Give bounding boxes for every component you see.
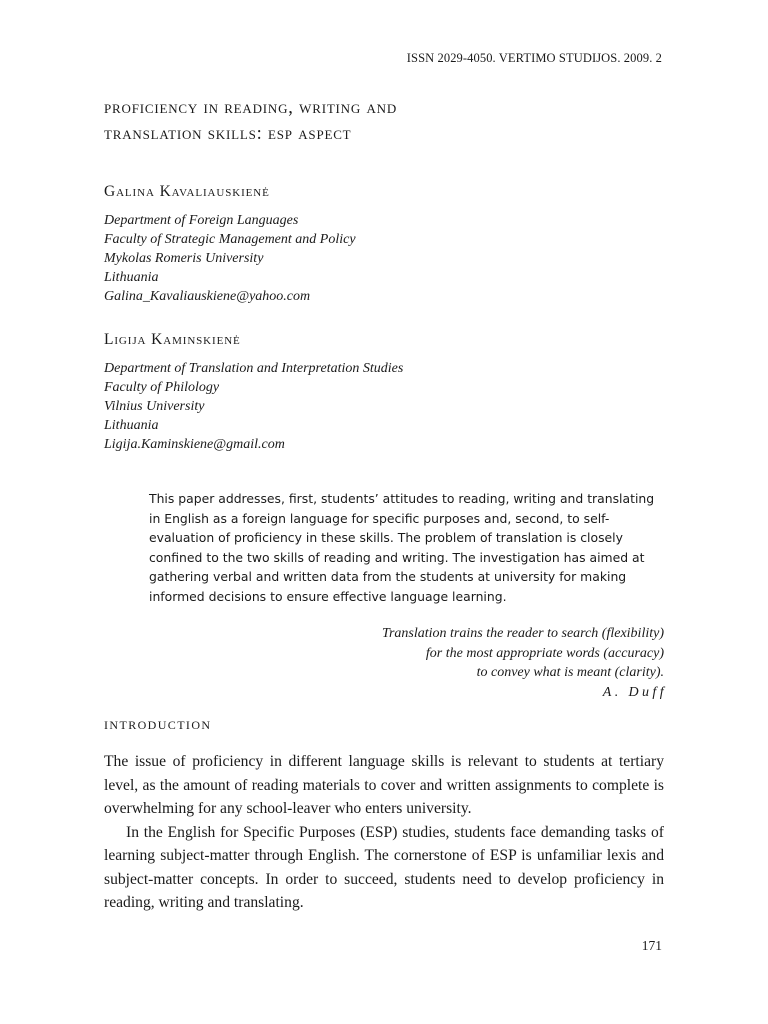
page-number: 171: [641, 938, 662, 953]
affiliation-faculty: Faculty of Philology: [104, 380, 220, 395]
paper-title-line-1: proficiency in reading, writing and: [104, 98, 398, 118]
author-email-2: Ligija.Kaminskiene@gmail.com: [104, 437, 285, 452]
affiliation-country: Lithuania: [104, 418, 159, 433]
epigraph: [381, 624, 667, 702]
epigraph-line: to convey what is meant (clarity).: [476, 665, 664, 680]
epigraph-line: for the most appropriate words (accuracy): [425, 645, 664, 661]
affiliation-university: Mykolas Romeris University: [104, 251, 264, 266]
affiliation-university: Vilnius University: [104, 399, 205, 414]
introduction-body: [104, 750, 664, 915]
epigraph-line: Translation trains the reader to search (flexibility): [381, 626, 664, 641]
author-name-2: Ligija Kaminskienė: [104, 331, 241, 348]
affiliation-faculty: Faculty of Strategic Management and Policy: [104, 232, 356, 247]
abstract: This paper addresses, first, students’ attitudes to reading, writing and translating in English as a foreign language for specific purposes and, second, to self-evaluation of proficiency in these skills. The problem of translation is closely confined to the two skills of reading and writing. The investigation has aimed at gathering verbal and written data from the students at university for making informed decisions to ensure effective language learning.: [149, 491, 655, 604]
body-paragraph: In the English for Specific Purposes (ESP) studies, students face demanding tasks of learning subject-matter through English. The cornerstone of ESP is unfamiliar lexis and subject-matter concepts. In order to succeed, students need to develop proficiency in reading, writing and translating.: [104, 823, 664, 911]
paper-title: [104, 95, 664, 147]
author-affiliation-1: [104, 211, 356, 306]
affiliation-department: Department of Foreign Languages: [104, 213, 299, 228]
paper-title-line-2: translation skills: esp aspect: [104, 124, 352, 144]
body-paragraph: The issue of proficiency in different language skills is relevant to students at tertiary level, as the amount of reading materials to cover and written assignments to complete is overwhelming for any school-leaver who enters university.: [104, 753, 664, 817]
author-affiliation-2: [104, 359, 403, 454]
section-heading-introduction: introduction: [104, 714, 212, 733]
journal-header: ISSN 2029-4050. VERTIMO STUDIJOS. 2009. 2: [406, 51, 662, 65]
author-name-1: Galina Kavaliauskienė: [104, 183, 270, 200]
affiliation-country: Lithuania: [104, 270, 159, 285]
affiliation-department: Department of Translation and Interpretation Studies: [104, 361, 404, 376]
epigraph-attribution: A. Duff: [602, 684, 667, 700]
author-email-1: Galina_Kavaliauskiene@yahoo.com: [104, 289, 311, 304]
